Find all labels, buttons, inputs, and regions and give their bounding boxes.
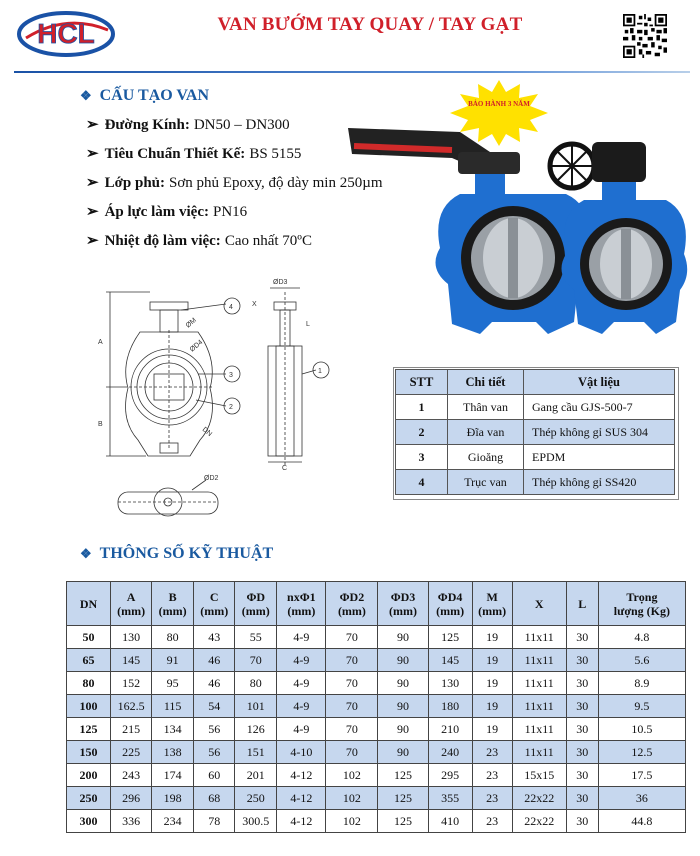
spec-item-pressure (86, 203, 383, 232)
specs-cell: 4-9 (277, 672, 326, 695)
spec-item-temperature (86, 232, 383, 261)
specs-header-label: ΦD3 (390, 589, 416, 604)
specs-header-label: Trọng (626, 589, 658, 604)
specs-cell: 101 (235, 695, 277, 718)
specs-header-label: ΦD2 (339, 589, 365, 604)
specs-row (67, 787, 686, 810)
specs-cell: 180 (428, 695, 472, 718)
specs-cell: 80 (152, 626, 194, 649)
arrow-bullet-icon: ➢ (86, 204, 99, 220)
specs-header-label: A (126, 589, 136, 604)
dim-b-label: B (98, 421, 103, 428)
specs-cell: 23 (472, 787, 512, 810)
specs-cell: 4-12 (277, 764, 326, 787)
specs-header-unit: (mm) (287, 603, 316, 618)
parts-row (396, 395, 675, 420)
specs-dn-cell: 100 (67, 695, 111, 718)
specs-cell: 4-9 (277, 695, 326, 718)
specs-header-unit: (mm) (200, 603, 229, 618)
specs-cell: 198 (152, 787, 194, 810)
specs-cell: 210 (428, 718, 472, 741)
structure-heading (80, 87, 209, 105)
specs-header-unit: (mm) (337, 603, 366, 618)
specs-row (67, 810, 686, 833)
specs-cell: 30 (566, 810, 598, 833)
parts-material-cell: Thép không gỉ SUS 304 (524, 420, 675, 445)
arrow-bullet-icon: ➢ (86, 146, 99, 162)
specs-cell: 56 (194, 718, 235, 741)
parts-component-cell: Thân van (448, 395, 524, 420)
specs-heading (80, 545, 273, 563)
specs-header-cell (566, 582, 598, 626)
specs-cell: 36 (598, 787, 685, 810)
spec-value: PN16 (212, 204, 248, 220)
specs-cell: 68 (194, 787, 235, 810)
parts-header-cell: Vật liệu (524, 370, 675, 395)
spec-value: DN50 – DN300 (193, 117, 290, 133)
parts-material-cell: Gang cầu GJS-500-7 (524, 395, 675, 420)
specs-header-label: ΦD4 (437, 589, 463, 604)
parts-table (395, 369, 675, 495)
dim-l-label: L (306, 321, 310, 328)
spec-label: Nhiệt độ làm việc: (104, 233, 221, 249)
side-view (252, 279, 329, 472)
hcl-logo (16, 8, 116, 60)
specs-cell: 19 (472, 626, 512, 649)
specs-cell: 23 (472, 741, 512, 764)
specs-header-unit: (mm) (478, 603, 507, 618)
header (0, 0, 700, 72)
callout-4: 4 (229, 304, 233, 311)
dim-d4-label: ØD4 (188, 338, 205, 354)
specs-cell: 78 (194, 810, 235, 833)
specs-cell: 30 (566, 764, 598, 787)
specs-header-cell (277, 582, 326, 626)
specs-header-label: DN (79, 596, 98, 611)
specs-cell: 30 (566, 672, 598, 695)
specs-cell: 11x11 (512, 741, 566, 764)
specs-cell: 46 (194, 649, 235, 672)
specs-cell: 4-12 (277, 787, 326, 810)
specs-cell: 90 (378, 649, 428, 672)
warranty-starburst-icon (450, 80, 548, 146)
specs-cell: 11x11 (512, 649, 566, 672)
specs-header-cell (378, 582, 428, 626)
specs-cell: 4-9 (277, 718, 326, 741)
specs-cell: 54 (194, 695, 235, 718)
specs-cell: 70 (326, 741, 378, 764)
specs-cell: 9.5 (598, 695, 685, 718)
spec-list (86, 116, 383, 261)
specs-cell: 174 (152, 764, 194, 787)
specs-cell: 44.8 (598, 810, 685, 833)
specs-cell: 11x11 (512, 626, 566, 649)
specs-cell: 19 (472, 718, 512, 741)
parts-component-cell: Gioăng (448, 445, 524, 470)
spec-label: Đường Kính: (104, 117, 190, 133)
arrow-bullet-icon: ➢ (86, 233, 99, 249)
specs-header-cell (111, 582, 152, 626)
parts-component-cell: Trục van (448, 470, 524, 495)
specs-dn-cell: 250 (67, 787, 111, 810)
specs-cell: 22x22 (512, 810, 566, 833)
specs-cell: 125 (378, 810, 428, 833)
specs-cell: 46 (194, 672, 235, 695)
page-title: VAN BƯỚM TAY QUAY / TAY GẠT (217, 14, 523, 35)
specs-cell: 4-12 (277, 810, 326, 833)
specs-header-cell (512, 582, 566, 626)
specs-cell: 134 (152, 718, 194, 741)
diamond-bullet-icon: ❖ (80, 546, 92, 561)
specs-row (67, 626, 686, 649)
dim-c-label: C (282, 465, 288, 472)
specs-cell: 145 (111, 649, 152, 672)
specs-row (67, 649, 686, 672)
specs-cell: 90 (378, 672, 428, 695)
specs-cell: 102 (326, 810, 378, 833)
dim-x-label: X (252, 301, 257, 308)
specs-cell: 296 (111, 787, 152, 810)
specs-header-cell (67, 582, 111, 626)
specs-cell: 125 (428, 626, 472, 649)
specs-header-unit: lượng (Kg) (613, 603, 670, 618)
specs-cell: 5.6 (598, 649, 685, 672)
specs-header-cell (194, 582, 235, 626)
specs-cell: 90 (378, 626, 428, 649)
specs-cell: 70 (326, 649, 378, 672)
technical-drawing (80, 270, 400, 532)
specs-cell: 4.8 (598, 626, 685, 649)
spec-label: Lớp phủ: (104, 175, 166, 191)
specs-cell: 125 (378, 764, 428, 787)
specs-cell: 90 (378, 741, 428, 764)
specs-cell: 30 (566, 718, 598, 741)
specs-cell: 22x22 (512, 787, 566, 810)
specs-cell: 115 (152, 695, 194, 718)
parts-material-cell: Thép không gỉ SS420 (524, 470, 675, 495)
specs-cell: 138 (152, 741, 194, 764)
specs-dn-cell: 80 (67, 672, 111, 695)
parts-stt-cell: 1 (396, 395, 448, 420)
specs-cell: 23 (472, 810, 512, 833)
diamond-bullet-icon: ❖ (80, 88, 92, 103)
specs-header-unit: (mm) (117, 603, 146, 618)
spec-item-coating (86, 174, 383, 203)
specs-header-cell (326, 582, 378, 626)
specs-header-label: nxΦ1 (287, 589, 316, 604)
specs-cell: 55 (235, 626, 277, 649)
structure-heading-text: CẤU TẠO VAN (99, 87, 210, 104)
specs-cell: 30 (566, 626, 598, 649)
specs-cell: 410 (428, 810, 472, 833)
specs-header-cell (598, 582, 685, 626)
specs-cell: 91 (152, 649, 194, 672)
parts-header-row (396, 370, 675, 395)
parts-stt-cell: 3 (396, 445, 448, 470)
specs-header-label: X (534, 596, 544, 611)
specs-cell: 70 (326, 626, 378, 649)
specs-header-unit: (mm) (158, 603, 187, 618)
dim-a-label: A (98, 339, 103, 346)
specs-cell: 95 (152, 672, 194, 695)
specs-header-cell (152, 582, 194, 626)
specs-row (67, 695, 686, 718)
callout-1: 1 (318, 368, 322, 375)
specs-cell: 23 (472, 764, 512, 787)
spec-label: Tiêu Chuẩn Thiết Kế: (104, 146, 246, 162)
specs-cell: 19 (472, 695, 512, 718)
specs-header-label: C (209, 589, 219, 604)
specs-cell: 201 (235, 764, 277, 787)
specs-cell: 225 (111, 741, 152, 764)
specs-cell: 4-9 (277, 649, 326, 672)
specs-cell: 126 (235, 718, 277, 741)
specs-cell: 130 (111, 626, 152, 649)
specs-cell: 60 (194, 764, 235, 787)
spec-value: Cao nhất 70ºC (224, 233, 312, 249)
top-view (118, 475, 219, 516)
specs-cell: 162.5 (111, 695, 152, 718)
specs-header-unit: (mm) (241, 603, 270, 618)
specs-dn-cell: 200 (67, 764, 111, 787)
parts-header-cell: Chi tiết (448, 370, 524, 395)
spec-label: Áp lực làm việc: (104, 204, 209, 220)
specs-cell: 4-9 (277, 626, 326, 649)
specs-cell: 300.5 (235, 810, 277, 833)
specs-cell: 80 (235, 672, 277, 695)
qr-code-icon[interactable] (623, 14, 667, 58)
specs-dn-cell: 150 (67, 741, 111, 764)
dim-d2-label: ØD2 (204, 475, 219, 482)
specs-table (66, 581, 686, 833)
specs-cell: 8.9 (598, 672, 685, 695)
specs-cell: 10.5 (598, 718, 685, 741)
specs-header-label: B (168, 589, 177, 604)
callout-2: 2 (229, 404, 233, 411)
specs-row (67, 764, 686, 787)
specs-cell: 30 (566, 741, 598, 764)
specs-cell: 295 (428, 764, 472, 787)
specs-heading-text: THÔNG SỐ KỸ THUẬT (99, 545, 274, 562)
specs-cell: 19 (472, 649, 512, 672)
specs-cell: 336 (111, 810, 152, 833)
specs-header-label: L (578, 596, 587, 611)
specs-row (67, 741, 686, 764)
specs-cell: 15x15 (512, 764, 566, 787)
specs-cell: 215 (111, 718, 152, 741)
specs-cell: 151 (235, 741, 277, 764)
spec-item-standard (86, 145, 383, 174)
specs-cell: 130 (428, 672, 472, 695)
logo-text: HCL (37, 18, 95, 49)
specs-cell: 30 (566, 649, 598, 672)
specs-cell: 56 (194, 741, 235, 764)
specs-cell: 70 (326, 718, 378, 741)
front-view (98, 292, 240, 456)
specs-cell: 145 (428, 649, 472, 672)
specs-cell: 11x11 (512, 672, 566, 695)
specs-cell: 11x11 (512, 695, 566, 718)
callout-3: 3 (229, 372, 233, 379)
parts-row (396, 470, 675, 495)
specs-cell: 240 (428, 741, 472, 764)
specs-header-cell (235, 582, 277, 626)
specs-dn-cell: 50 (67, 626, 111, 649)
arrow-bullet-icon: ➢ (86, 117, 99, 133)
parts-material-cell: EPDM (524, 445, 675, 470)
specs-dn-cell: 65 (67, 649, 111, 672)
specs-cell: 102 (326, 764, 378, 787)
specs-cell: 19 (472, 672, 512, 695)
specs-header-label: M (486, 589, 498, 604)
specs-header-unit: (mm) (389, 603, 417, 618)
specs-cell: 102 (326, 787, 378, 810)
specs-cell: 12.5 (598, 741, 685, 764)
specs-header-cell (472, 582, 512, 626)
dim-d3-label: ØD3 (273, 279, 288, 286)
warranty-badge: BẢO HÀNH 3 NĂM (468, 100, 530, 108)
arrow-bullet-icon: ➢ (86, 175, 99, 191)
specs-cell: 250 (235, 787, 277, 810)
spec-item-diameter (86, 116, 383, 145)
specs-cell: 43 (194, 626, 235, 649)
parts-header-cell: STT (396, 370, 448, 395)
specs-cell: 70 (235, 649, 277, 672)
specs-cell: 90 (378, 718, 428, 741)
specs-cell: 17.5 (598, 764, 685, 787)
specs-header-label: ΦD (246, 589, 266, 604)
parts-row (396, 420, 675, 445)
specs-header-cell (428, 582, 472, 626)
dim-dn-label: DN (200, 426, 213, 439)
specs-row (67, 718, 686, 741)
specs-dn-cell: 300 (67, 810, 111, 833)
specs-cell: 30 (566, 695, 598, 718)
header-divider (14, 71, 690, 73)
specs-cell: 90 (378, 695, 428, 718)
specs-cell: 4-10 (277, 741, 326, 764)
specs-cell: 234 (152, 810, 194, 833)
specs-cell: 30 (566, 787, 598, 810)
parts-stt-cell: 4 (396, 470, 448, 495)
dim-m-label: ØM (184, 316, 198, 330)
specs-cell: 125 (378, 787, 428, 810)
specs-cell: 70 (326, 672, 378, 695)
specs-cell: 152 (111, 672, 152, 695)
parts-stt-cell: 2 (396, 420, 448, 445)
spec-value: BS 5155 (249, 146, 302, 162)
specs-header-unit: (mm) (436, 603, 465, 618)
specs-dn-cell: 125 (67, 718, 111, 741)
specs-cell: 243 (111, 764, 152, 787)
specs-cell: 355 (428, 787, 472, 810)
spec-value: Sơn phủ Epoxy, độ dày min 250µm (169, 175, 383, 191)
parts-row (396, 445, 675, 470)
parts-component-cell: Đĩa van (448, 420, 524, 445)
specs-header-row (67, 582, 686, 626)
specs-cell: 11x11 (512, 718, 566, 741)
specs-row (67, 672, 686, 695)
specs-cell: 70 (326, 695, 378, 718)
